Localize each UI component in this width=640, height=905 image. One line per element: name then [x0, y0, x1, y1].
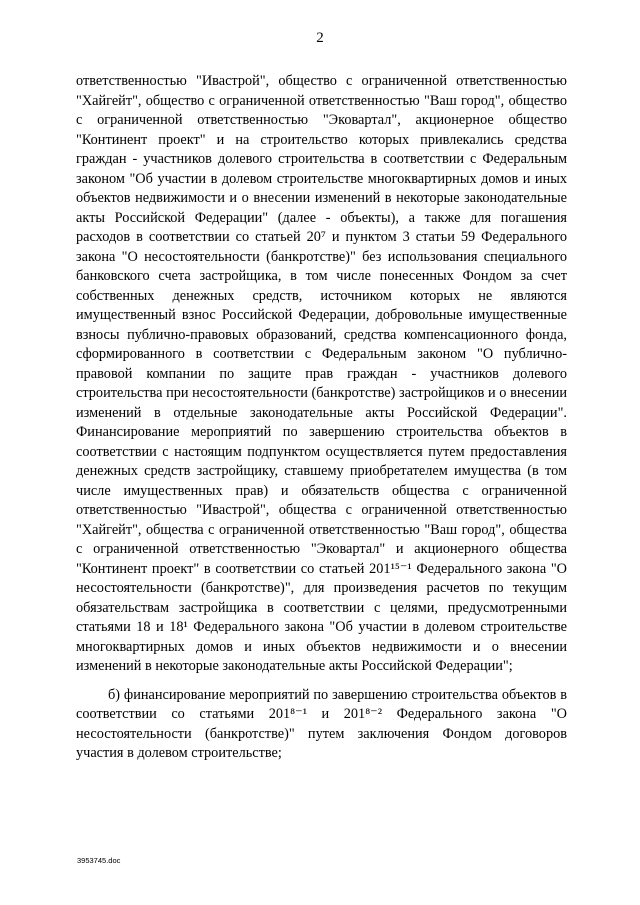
page-number: 2: [316, 30, 324, 46]
document-body: [76, 72, 567, 764]
paragraph-item-b: б) финансирование мероприятий по завершению строительства объектов в соответствии со статьями 201⁸⁻¹ и 201⁸⁻² Федерального закона "О несостоятельности (банкротстве)" путем заключения Фондом договоров участия в долевом строительстве;: [76, 686, 567, 761]
file-name-footer: 3953745.doc: [77, 856, 121, 865]
paragraph-continuation: ответственностью "Ивастрой", общество с ограниченной ответственностью "Хайгейт", общество с ограниченной ответственностью "Ваш город", общество с ограниченной ответственностью "Эковартал", акционерное общество "Континент проект" и на строительство которых привлекались средства граждан - участников долевого строительства в соответствии с Федеральным законом "Об участии в долевом строительстве многоквартирных домов и иных объектов недвижимости и о внесении изменений в некоторые законодательные акты Российской Федерации" (далее - объекты), а также для погашения расходов в соответствии со статьей 20⁷ и пунктом 3 статьи 59 Федерального закона "О несостоятельности (банкротстве)" без использования специального банковского счета застройщика, в том числе понесенных Фондом за счет собственных денежных средств, источником которых не являются имущественный взнос Российской Федерации, добровольные имущественные взносы публично-правовых образований, средства компенсационного фонда, сформированного в соответствии с Федеральным законом "О публично-правовой компании по защите прав граждан - участников долевого строительства при несостоятельности (банкротстве) застройщиков и о внесении изменений в отдельные законодательные акты Российской Федерации". Финансирование мероприятий по завершению строительства объектов в соответствии с настоящим подпунктом осуществляется путем предоставления денежных средств застройщику, ставшему приобретателем имущества (в том числе имущественных прав) и обязательств общества с ограниченной ответственностью "Ивастрой", общества с ограниченной ответственностью "Хайгейт", общества с ограниченной ответственностью "Ваш город", общества с ограниченной ответственностью "Эковартал" и акционерного общества "Континент проект" в соответствии со статьей 201¹⁵⁻¹ Федерального закона "О несостоятельности (банкротстве)", для произведения расчетов по текущим обязательствам застройщика в соответствии с целями, предусмотренными статьями 18 и 18¹ Федерального закона "Об участии в долевом строительстве многоквартирных домов и иных объектов недвижимости и о внесении изменений в некоторые законодательные акты Российской Федерации";: [76, 73, 567, 674]
